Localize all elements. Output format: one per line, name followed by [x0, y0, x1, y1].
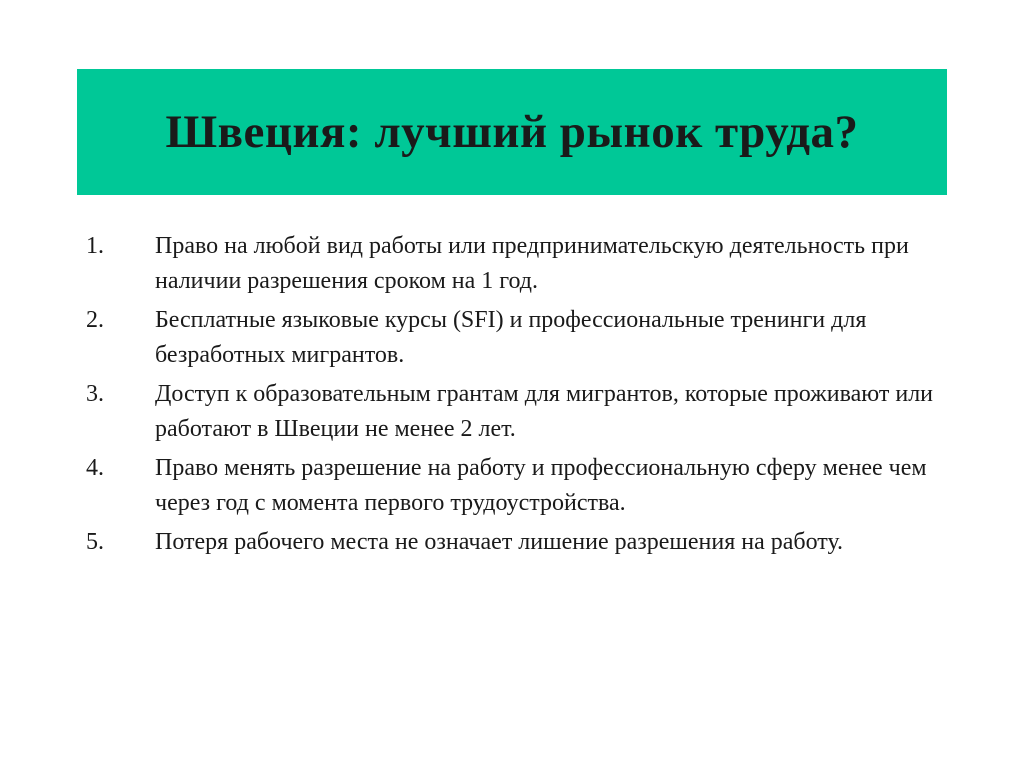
slide-title: Швеция: лучший рынок труда? [165, 106, 859, 158]
list-item-text: Право менять разрешение на работу и профессиональную сферу менее чем через год с момента первого трудоустройства. [155, 455, 927, 516]
list-item [86, 451, 946, 521]
list-item-text: Бесплатные языковые курсы (SFI) и профессиональные тренинги для безработных мигрантов. [155, 307, 867, 368]
list-item-number: 3. [86, 381, 104, 407]
list-item-number: 4. [86, 455, 104, 481]
numbered-list [86, 229, 946, 564]
list-item [86, 377, 946, 447]
list-item-text: Потеря рабочего места не означает лишение разрешения на работу. [155, 529, 844, 555]
list-item-number: 5. [86, 529, 104, 555]
list-item [86, 525, 946, 560]
list-item-number: 1. [86, 233, 104, 259]
list-item-text: Доступ к образовательным грантам для мигрантов, которые проживают или работают в Швеции не менее 2 лет. [155, 381, 934, 442]
list-item-number: 2. [86, 307, 104, 333]
list-item [86, 303, 946, 373]
list-item [86, 229, 946, 299]
title-banner [77, 69, 947, 195]
list-item-text: Право на любой вид работы или предпринимательскую деятельность при наличии разрешения сроком на 1 год. [155, 233, 909, 294]
